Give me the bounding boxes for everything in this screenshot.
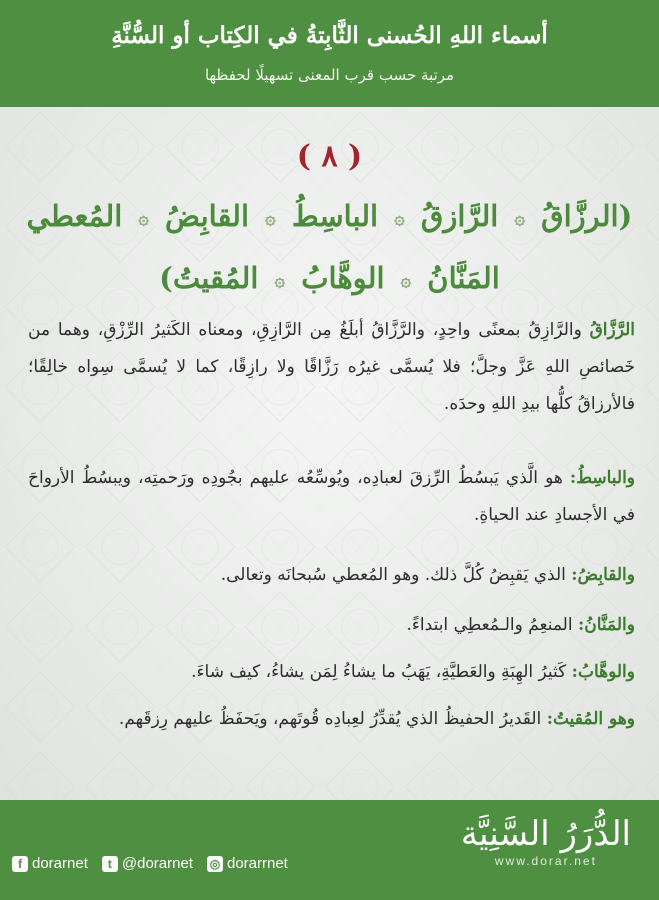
ornament-icon: ۞ xyxy=(274,269,286,291)
paragraph-text: القَديرُ الحفيظُ الذي يُقدِّرُ لعِبادِه قُوتَهم، ويَحفَظُ عليهم رِزقَهم. xyxy=(118,709,547,729)
term-label: والباسِطُ: xyxy=(569,468,635,488)
instagram-icon: ◎ xyxy=(207,856,223,872)
paragraph-razzaq xyxy=(28,312,635,423)
content-card xyxy=(0,107,659,800)
header-banner xyxy=(0,0,659,107)
twitter-handle: @dorarnet xyxy=(121,855,193,872)
paragraph-qabid xyxy=(28,557,635,594)
social-links xyxy=(12,855,288,872)
facebook-link[interactable] xyxy=(12,855,88,872)
instagram-link[interactable] xyxy=(207,855,288,872)
term-label: وهو المُقيتُ: xyxy=(546,709,635,729)
term-label: والوهَّابُ: xyxy=(571,662,635,682)
paragraph-text: المنعِمُ والـمُعطِي ابتداءً. xyxy=(406,615,578,635)
term-label: الرَّزَّاقُ xyxy=(589,320,635,340)
name-ar-raziq: الرَّازقُ xyxy=(420,199,499,233)
ornament-icon: ۞ xyxy=(394,207,405,229)
paragraph-mannan xyxy=(28,607,635,644)
page-subtitle: مرتبة حسب قرب المعنى تسهيلًا لحفظها xyxy=(204,66,455,84)
name-al-muti: المُعطي xyxy=(26,199,123,233)
card-number: ( ٨ ) xyxy=(296,139,363,174)
footer-banner xyxy=(0,800,659,900)
logo-text: الدُّرَرُ السَّنِيَّة xyxy=(460,814,631,854)
name-al-mannan: المَنَّانُ xyxy=(427,261,500,295)
name-al-qabid: القابِضُ xyxy=(165,199,250,233)
paragraph-text: الذي يَقبِضُ كُلَّ ذلك. وهو المُعطي سُبحانَه وتعالى. xyxy=(220,565,572,585)
facebook-handle: dorarnet xyxy=(32,855,88,872)
name-ar-razzaq: (الرزَّاقُ xyxy=(541,199,633,233)
paragraph-text: كَثيرُ الهِبَةِ والعَطيَّةِ، يَهَبُ ما يشاءُ لِمَن يشاءُ، كيف شاءَ. xyxy=(191,662,572,682)
paragraph-basit xyxy=(28,460,635,534)
paragraph-text: والرَّازِقُ بمعنًى واحِدٍ، والرَّزَّاقُ أبلَغُ مِن الرَّازِقِ، ومعناه الكَثيرُ الرِّزْقِ، وهما من خَصائصِ اللهِ عَزَّ وجلَّ؛ فلا يُسمَّى غيرُه رَزَّاقًا ولا رازِقًا، كما لا يُسمَّى سِواه خالِقًا؛ فالأرزاقُ كلُّها بيدِ اللهِ وحدَه. xyxy=(28,320,635,414)
paragraph-text: هو الَّذي يَبسُطُ الرِّزقَ لعبادِه، ويُوسِّعُه عليهم بجُودِه ورَحمتِه، ويبسُطُ الأرواحَ في الأجسادِ عند الحياةِ. xyxy=(28,468,635,525)
names-line-1 xyxy=(20,199,639,233)
name-al-basit: الباسِطُ xyxy=(291,199,379,233)
term-label: والمَنَّانُ: xyxy=(577,615,635,635)
dorar-logo[interactable] xyxy=(461,814,631,868)
names-line-2 xyxy=(20,261,639,295)
ornament-icon: ۞ xyxy=(514,207,526,229)
name-al-muqit: المُقيتُ) xyxy=(159,261,259,295)
twitter-icon: t xyxy=(102,856,118,872)
ornament-icon: ۞ xyxy=(265,207,276,229)
twitter-link[interactable] xyxy=(102,855,193,872)
term-label: والقابِضُ: xyxy=(571,565,635,585)
page-title: أسماء اللهِ الحُسنى الثَّابِتةُ في الكِتاب أو السُّنَّةِ xyxy=(111,22,548,49)
ornament-icon: ۞ xyxy=(400,269,412,291)
facebook-icon: f xyxy=(12,856,28,872)
paragraph-muqit xyxy=(28,701,635,738)
logo-url: www.dorar.net xyxy=(494,854,597,868)
instagram-handle: dorarrnet xyxy=(226,855,288,872)
paragraph-wahhab xyxy=(28,654,635,691)
name-al-wahhab: الوهَّابُ xyxy=(301,261,385,295)
ornament-icon: ۞ xyxy=(138,207,149,229)
